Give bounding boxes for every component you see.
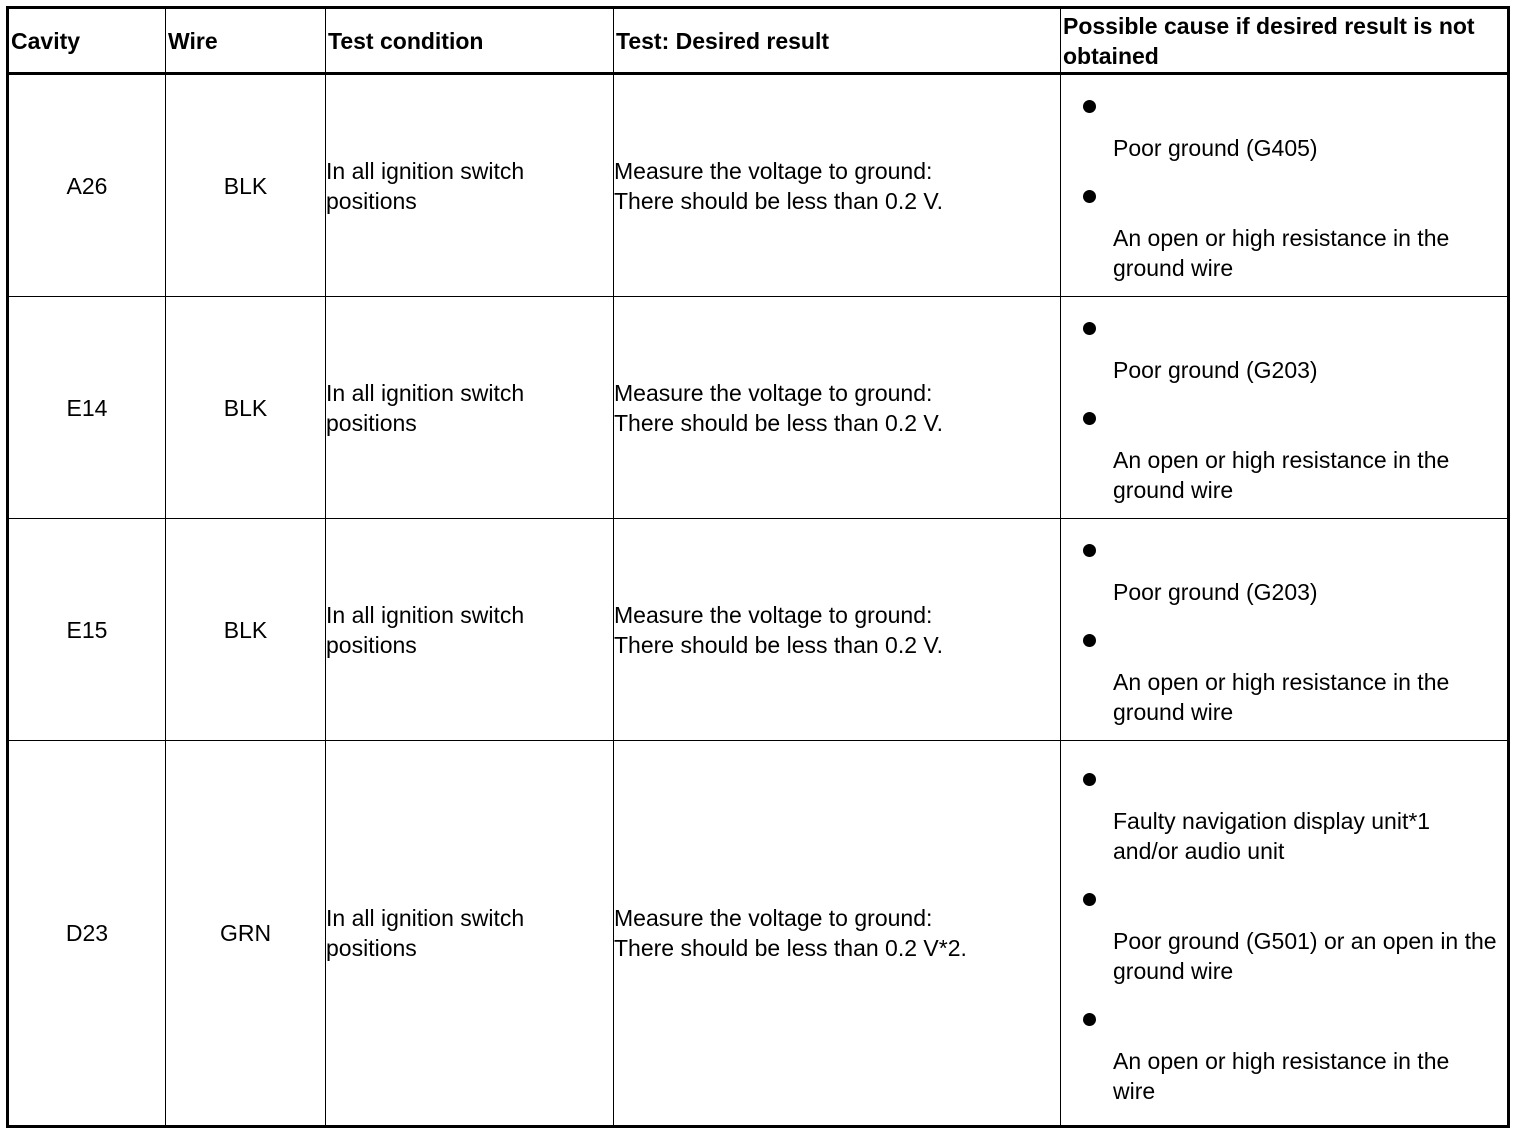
result-line: Measure the voltage to ground: bbox=[614, 379, 933, 406]
wire-cell: BLK bbox=[166, 74, 326, 297]
cause-text: Poor ground (G203) bbox=[1113, 357, 1318, 383]
header-row bbox=[8, 8, 1509, 74]
result-line: There should be less than 0.2 V. bbox=[614, 187, 944, 214]
cause-text: An open or high resistance in the wire bbox=[1113, 1047, 1450, 1104]
wire-cell: GRN bbox=[166, 741, 326, 1127]
cause-item bbox=[1061, 88, 1507, 163]
bullet-icon bbox=[1083, 893, 1096, 906]
result-cell bbox=[614, 741, 1061, 1127]
cause-text: Faulty navigation display unit*1 and/or audio unit bbox=[1113, 807, 1431, 864]
wire-cell: BLK bbox=[166, 519, 326, 741]
result-cell bbox=[614, 74, 1061, 297]
header-test-condition: Test condition bbox=[326, 8, 614, 74]
result-line: There should be less than 0.2 V. bbox=[614, 409, 944, 436]
bullet-icon bbox=[1083, 412, 1096, 425]
cause-item bbox=[1061, 881, 1507, 986]
cause-text: Poor ground (G405) bbox=[1113, 135, 1318, 161]
cavity-cell: E14 bbox=[8, 297, 166, 519]
cavity-cell: A26 bbox=[8, 74, 166, 297]
wire-cell: BLK bbox=[166, 297, 326, 519]
cause-text: An open or high resistance in the ground wire bbox=[1113, 225, 1450, 281]
cause-cell bbox=[1061, 519, 1509, 741]
bullet-icon bbox=[1083, 1013, 1096, 1026]
bullet-icon bbox=[1083, 190, 1096, 203]
result-line: Measure the voltage to ground: bbox=[614, 157, 933, 184]
bullet-icon bbox=[1083, 100, 1096, 113]
bullet-icon bbox=[1083, 773, 1096, 786]
condition-cell: In all ignition switch positions bbox=[326, 74, 614, 297]
result-line: There should be less than 0.2 V. bbox=[614, 631, 944, 658]
table-row bbox=[8, 741, 1509, 1127]
cause-item bbox=[1061, 400, 1507, 505]
condition-cell: In all ignition switch positions bbox=[326, 519, 614, 741]
bullet-icon bbox=[1083, 634, 1096, 647]
cause-item bbox=[1061, 178, 1507, 283]
cavity-cell: D23 bbox=[8, 741, 166, 1127]
result-cell bbox=[614, 297, 1061, 519]
cavity-cell: E15 bbox=[8, 519, 166, 741]
result-cell bbox=[614, 519, 1061, 741]
cause-text: An open or high resistance in the ground wire bbox=[1113, 669, 1450, 725]
header-cavity: Cavity bbox=[8, 8, 166, 74]
header-possible-cause: Possible cause if desired result is not obtained bbox=[1061, 8, 1509, 74]
header-wire: Wire bbox=[166, 8, 326, 74]
cause-item bbox=[1061, 310, 1507, 385]
table-row bbox=[8, 297, 1509, 519]
cause-text: Poor ground (G501) or an open in the ground wire bbox=[1113, 927, 1497, 984]
troubleshooting-table bbox=[6, 6, 1510, 1128]
table-row bbox=[8, 519, 1509, 741]
cause-text: An open or high resistance in the ground wire bbox=[1113, 447, 1450, 503]
cause-item bbox=[1061, 1001, 1507, 1106]
bullet-icon bbox=[1083, 322, 1096, 335]
result-line: Measure the voltage to ground: bbox=[614, 905, 933, 931]
cause-item bbox=[1061, 761, 1507, 866]
result-line: There should be less than 0.2 V*2. bbox=[614, 935, 967, 961]
header-desired-result: Test: Desired result bbox=[614, 8, 1061, 74]
cause-cell bbox=[1061, 297, 1509, 519]
result-line: Measure the voltage to ground: bbox=[614, 601, 933, 628]
cause-cell bbox=[1061, 741, 1509, 1127]
cause-cell bbox=[1061, 74, 1509, 297]
condition-cell: In all ignition switch positions bbox=[326, 741, 614, 1127]
table-row bbox=[8, 74, 1509, 297]
cause-text: Poor ground (G203) bbox=[1113, 579, 1318, 605]
cause-item bbox=[1061, 622, 1507, 727]
cause-item bbox=[1061, 532, 1507, 607]
condition-cell: In all ignition switch positions bbox=[326, 297, 614, 519]
bullet-icon bbox=[1083, 544, 1096, 557]
